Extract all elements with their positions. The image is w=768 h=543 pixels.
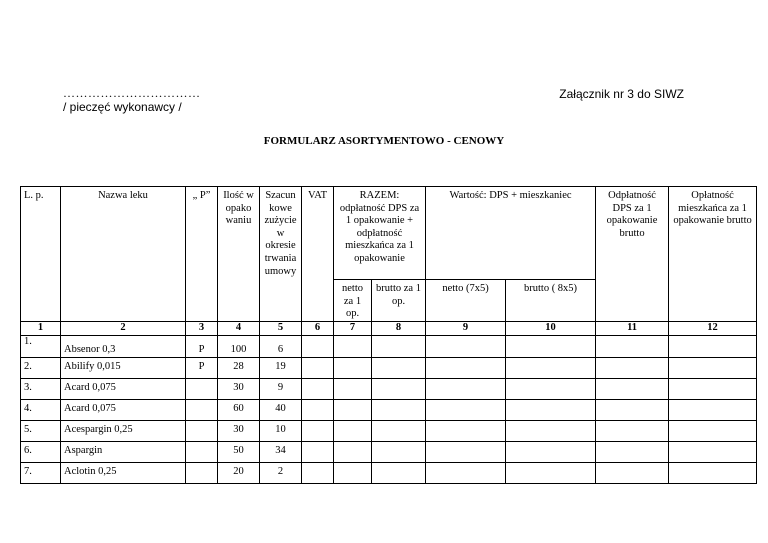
row-lp: 7.	[21, 462, 61, 483]
row-vat	[302, 335, 334, 357]
row-quantity: 50	[218, 441, 260, 462]
row-dps-payment	[596, 335, 669, 357]
row-vat	[302, 378, 334, 399]
price-form-table	[20, 186, 757, 484]
row-quantity: 28	[218, 357, 260, 378]
row-p	[186, 462, 218, 483]
column-number-row	[21, 321, 757, 335]
row-razem-netto	[334, 462, 372, 483]
row-drug-name: Acespargin 0,25	[61, 420, 186, 441]
row-wartosc-brutto	[506, 335, 596, 357]
row-razem-brutto	[372, 441, 426, 462]
row-estimated-usage: 6	[260, 335, 302, 357]
table-row	[21, 357, 757, 378]
row-razem-brutto	[372, 420, 426, 441]
header-wartosc-brutto: brutto ( 8x5)	[506, 280, 596, 322]
row-vat	[302, 441, 334, 462]
header-resident-payment: Opłatność mieszkańca za 1 opakowanie brutto	[669, 187, 757, 322]
row-drug-name: Aspargin	[61, 441, 186, 462]
form-title: FORMULARZ ASORTYMENTOWO - CENOWY	[263, 135, 505, 147]
column-number: 4	[218, 321, 260, 335]
row-razem-netto	[334, 420, 372, 441]
row-quantity: 30	[218, 378, 260, 399]
table-row	[21, 335, 757, 357]
signature-dots: ……………………………	[63, 86, 201, 100]
row-dps-payment	[596, 357, 669, 378]
row-drug-name: Absenor 0,3	[61, 335, 186, 357]
header-wartosc-netto: netto (7x5)	[426, 280, 506, 322]
row-resident-payment	[669, 462, 757, 483]
row-lp: 1.	[21, 335, 61, 357]
row-dps-payment	[596, 462, 669, 483]
row-razem-netto	[334, 378, 372, 399]
row-wartosc-netto	[426, 399, 506, 420]
row-razem-brutto	[372, 378, 426, 399]
row-quantity: 30	[218, 420, 260, 441]
row-p	[186, 441, 218, 462]
row-quantity: 20	[218, 462, 260, 483]
row-estimated-usage: 19	[260, 357, 302, 378]
row-wartosc-netto	[426, 441, 506, 462]
column-number: 7	[334, 321, 372, 335]
row-drug-name: Acard 0,075	[61, 378, 186, 399]
row-estimated-usage: 10	[260, 420, 302, 441]
row-wartosc-brutto	[506, 420, 596, 441]
row-dps-payment	[596, 399, 669, 420]
row-drug-name: Aclotin 0,25	[61, 462, 186, 483]
table-row	[21, 378, 757, 399]
row-estimated-usage: 9	[260, 378, 302, 399]
row-wartosc-brutto	[506, 441, 596, 462]
header-vat: VAT	[302, 187, 334, 322]
table-row	[21, 420, 757, 441]
table-row	[21, 441, 757, 462]
row-lp: 3.	[21, 378, 61, 399]
row-estimated-usage: 2	[260, 462, 302, 483]
header-name: Nazwa leku	[61, 187, 186, 322]
row-wartosc-brutto	[506, 462, 596, 483]
row-dps-payment	[596, 420, 669, 441]
row-vat	[302, 462, 334, 483]
row-lp: 5.	[21, 420, 61, 441]
header-quantity: Ilość w opako waniu	[218, 187, 260, 322]
column-number: 2	[61, 321, 186, 335]
row-lp: 2.	[21, 357, 61, 378]
contractor-stamp-label: / pieczęć wykonawcy /	[63, 100, 182, 114]
row-wartosc-brutto	[506, 399, 596, 420]
row-wartosc-netto	[426, 462, 506, 483]
row-resident-payment	[669, 335, 757, 357]
row-p: P	[186, 335, 218, 357]
row-razem-brutto	[372, 335, 426, 357]
row-razem-netto	[334, 441, 372, 462]
row-quantity: 60	[218, 399, 260, 420]
row-razem-netto	[334, 335, 372, 357]
header-estimated-usage: Szacun kowe zużycie w okresie trwania umowy	[260, 187, 302, 322]
header-razem: RAZEM: odpłatność DPS za 1 opakowanie + odpłatność mieszkańca za 1 opakowanie	[334, 187, 426, 280]
row-razem-netto	[334, 399, 372, 420]
column-number: 1	[21, 321, 61, 335]
row-p	[186, 378, 218, 399]
row-resident-payment	[669, 399, 757, 420]
row-razem-brutto	[372, 462, 426, 483]
row-resident-payment	[669, 378, 757, 399]
row-wartosc-brutto	[506, 357, 596, 378]
row-estimated-usage: 40	[260, 399, 302, 420]
table-row	[21, 399, 757, 420]
row-p: P	[186, 357, 218, 378]
row-lp: 4.	[21, 399, 61, 420]
row-quantity: 100	[218, 335, 260, 357]
row-lp: 6.	[21, 441, 61, 462]
row-p	[186, 399, 218, 420]
row-drug-name: Abilify 0,015	[61, 357, 186, 378]
row-vat	[302, 420, 334, 441]
row-razem-brutto	[372, 399, 426, 420]
column-number: 9	[426, 321, 506, 335]
header-razem-brutto: brutto za 1 op.	[372, 280, 426, 322]
row-wartosc-netto	[426, 378, 506, 399]
header-dps-payment: Odpłatność DPS za 1 opakowanie brutto	[596, 187, 669, 322]
row-vat	[302, 357, 334, 378]
header-p: „ P”	[186, 187, 218, 322]
row-wartosc-netto	[426, 420, 506, 441]
column-number: 12	[669, 321, 757, 335]
row-resident-payment	[669, 357, 757, 378]
header-wartosc: Wartość: DPS + mieszkaniec	[426, 187, 596, 280]
column-number: 8	[372, 321, 426, 335]
row-p	[186, 420, 218, 441]
row-vat	[302, 399, 334, 420]
column-number: 10	[506, 321, 596, 335]
column-number: 3	[186, 321, 218, 335]
column-number: 11	[596, 321, 669, 335]
row-dps-payment	[596, 441, 669, 462]
header-razem-netto: netto za 1 op.	[334, 280, 372, 322]
row-resident-payment	[669, 441, 757, 462]
row-razem-netto	[334, 357, 372, 378]
column-number: 5	[260, 321, 302, 335]
row-wartosc-netto	[426, 357, 506, 378]
annex-label: Załącznik nr 3 do SIWZ	[559, 87, 684, 101]
row-estimated-usage: 34	[260, 441, 302, 462]
row-dps-payment	[596, 378, 669, 399]
row-wartosc-brutto	[506, 378, 596, 399]
column-number: 6	[302, 321, 334, 335]
row-resident-payment	[669, 420, 757, 441]
row-razem-brutto	[372, 357, 426, 378]
row-drug-name: Acard 0,075	[61, 399, 186, 420]
header-lp: L. p.	[21, 187, 61, 322]
table-row	[21, 462, 757, 483]
row-wartosc-netto	[426, 335, 506, 357]
